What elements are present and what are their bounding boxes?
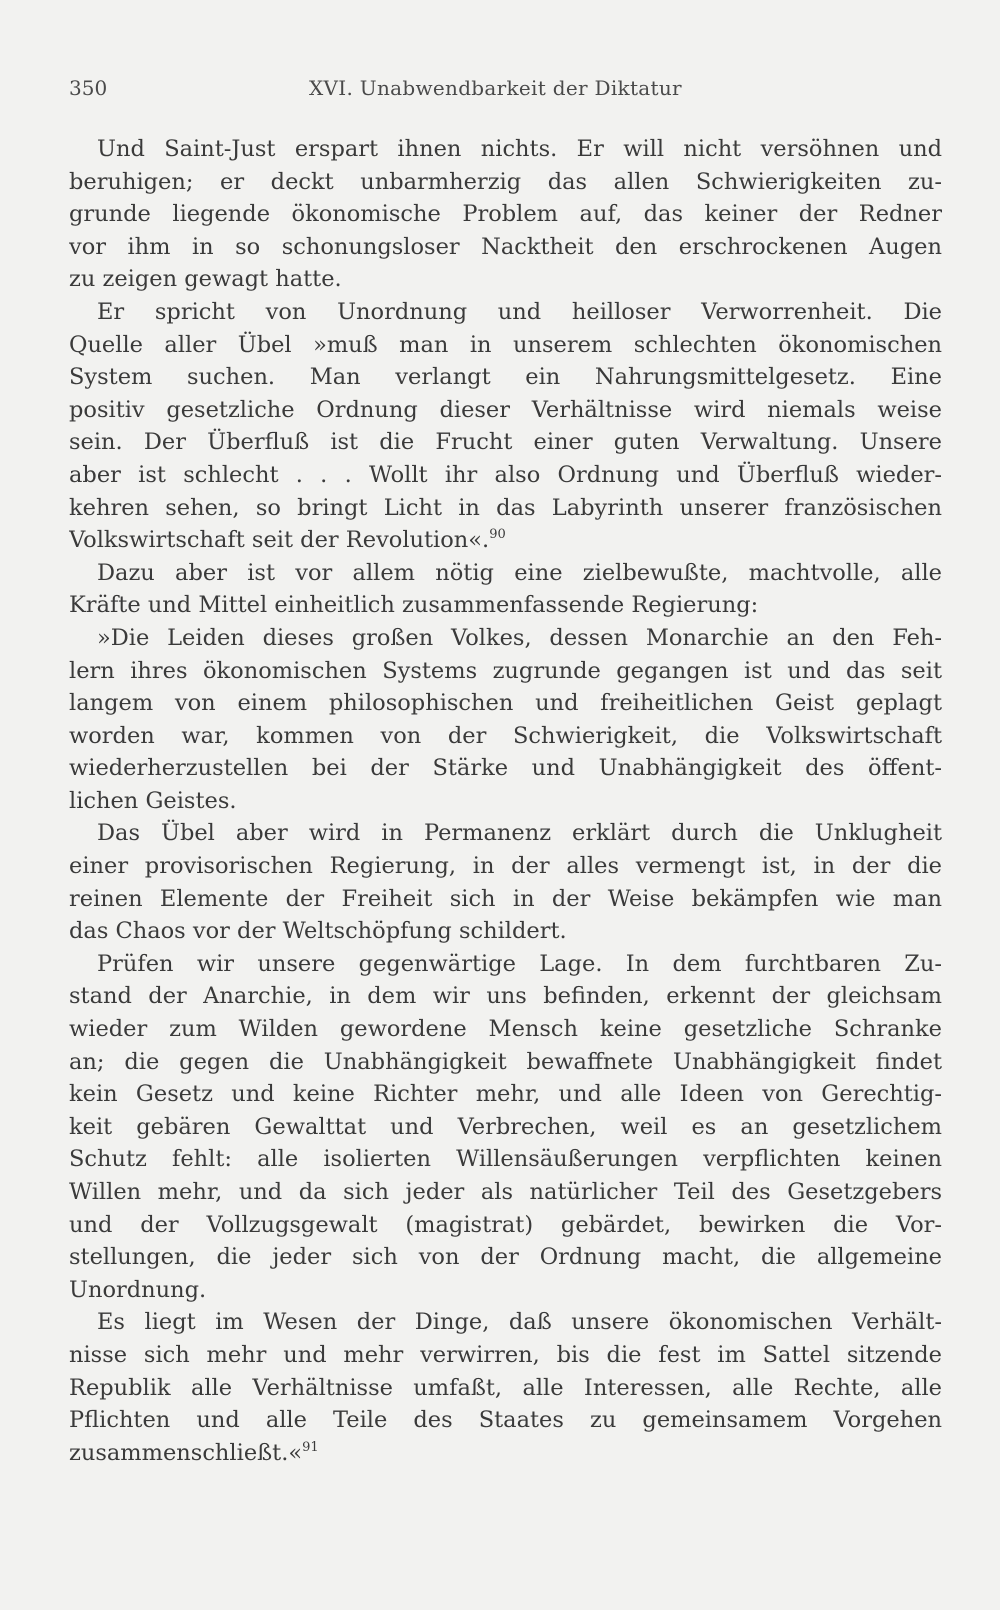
text-line xyxy=(69,915,942,948)
line-text: keit gebären Gewalttat und Verbrechen, weil es an gesetzlichem xyxy=(69,1113,942,1140)
text-line xyxy=(69,589,942,622)
text-line xyxy=(69,198,942,231)
line-text: Er spricht von Unordnung und heilloser Verworrenheit. Die xyxy=(97,298,942,325)
text-line xyxy=(69,1111,942,1144)
page-header xyxy=(69,76,939,106)
text-line xyxy=(69,361,942,394)
line-text: Dazu aber ist vor allem nötig eine zielbewußte, machtvolle, alle xyxy=(97,559,942,586)
line-text: Quelle aller Übel »muß man in unserem schlechten ökonomischen xyxy=(69,331,942,358)
line-text: grunde liegende ökonomische Problem auf, das keiner der Redner xyxy=(69,201,942,228)
text-line xyxy=(69,883,942,916)
text-line xyxy=(69,948,942,981)
line-text: wieder zum Wilden gewordene Mensch keine gesetzliche Schranke xyxy=(69,1016,942,1043)
text-line xyxy=(69,459,942,492)
line-text: zu zeigen gewagt hatte. xyxy=(69,266,342,293)
line-text: das Chaos vor der Weltschöpfung schildert. xyxy=(69,918,567,945)
line-text: stellungen, die jeder sich von der Ordnung macht, die allgemeine xyxy=(69,1244,942,1271)
line-text: vor ihm in so schonungsloser Nacktheit den erschrockenen Augen xyxy=(69,233,942,260)
line-text: stand der Anarchie, in dem wir uns befinden, erkennt der gleichsam xyxy=(69,983,942,1010)
line-text: »Die Leiden dieses großen Volkes, dessen Monarchie an den Feh- xyxy=(97,624,942,651)
text-line xyxy=(69,557,942,590)
line-text: nisse sich mehr und mehr verwirren, bis die fest im Sattel sitzende xyxy=(69,1341,942,1368)
line-text: Schutz fehlt: alle isolierten Willensäußerungen verpflichten keinen xyxy=(69,1146,942,1173)
line-text: kehren sehen, so bringt Licht in das Labyrinth unserer französischen xyxy=(69,494,942,521)
text-line xyxy=(69,1013,942,1046)
text-line xyxy=(69,1209,942,1242)
line-text: Prüfen wir unsere gegenwärtige Lage. In dem furchtbaren Zu- xyxy=(97,950,942,977)
line-text: zusammenschließt.« xyxy=(69,1439,303,1466)
line-text: langem von einem philosophischen und freiheitlichen Geist geplagt xyxy=(69,690,942,717)
footnote-marker: 91 xyxy=(302,1439,319,1455)
text-line xyxy=(69,817,942,850)
page-number: 350 xyxy=(69,76,108,100)
line-text: Volkswirtschaft seit der Revolution«. xyxy=(69,527,490,554)
text-line xyxy=(69,1339,942,1372)
text-line xyxy=(69,231,942,264)
line-text: und der Vollzugsgewalt (magistrat) gebärdet, bewirken die Vor- xyxy=(69,1211,942,1238)
line-text: Es liegt im Wesen der Dinge, daß unsere ökonomischen Verhält- xyxy=(97,1309,942,1336)
text-line xyxy=(69,785,942,818)
line-text: wiederherzustellen bei der Stärke und Unabhängigkeit des öffent- xyxy=(69,755,942,782)
line-text: an; die gegen die Unabhängigkeit bewaffnete Unabhängigkeit findet xyxy=(69,1048,942,1075)
text-line xyxy=(69,296,942,329)
line-text: Und Saint-Just erspart ihnen nichts. Er will nicht versöhnen und xyxy=(97,136,942,162)
line-text: Pflichten und alle Teile des Staates zu gemeinsamem Vorgehen xyxy=(69,1407,942,1434)
text-line xyxy=(69,426,942,459)
text-line xyxy=(69,1241,942,1274)
text-line xyxy=(69,980,942,1013)
line-text: Unordnung. xyxy=(69,1276,207,1303)
line-text: Willen mehr, und da sich jeder als natürlicher Teil des Gesetzgebers xyxy=(69,1179,942,1205)
text-line xyxy=(69,1372,942,1405)
text-line xyxy=(69,394,942,427)
text-line xyxy=(69,524,942,557)
text-line xyxy=(69,166,942,199)
text-line xyxy=(69,1046,942,1079)
text-line xyxy=(69,687,942,720)
line-text: einer provisorischen Regierung, in der alles vermengt ist, in der die xyxy=(69,853,942,880)
text-line xyxy=(69,263,942,296)
line-text: sein. Der Überfluß ist die Frucht einer guten Verwaltung. Unsere xyxy=(69,429,942,456)
footnote-marker: 90 xyxy=(489,527,506,543)
line-text: kein Gesetz und keine Richter mehr, und alle Ideen von Gerechtig- xyxy=(69,1081,942,1108)
text-line xyxy=(69,1143,942,1176)
text-line xyxy=(69,655,942,688)
text-line xyxy=(69,752,942,785)
text-line xyxy=(69,492,942,525)
text-line xyxy=(69,1306,942,1339)
body-text xyxy=(69,133,942,1469)
text-line xyxy=(69,1176,942,1209)
line-text: Das Übel aber wird in Permanenz erklärt durch die Unklugheit xyxy=(97,820,942,847)
line-text: lichen Geistes. xyxy=(69,787,237,814)
line-text: worden war, kommen von der Schwierigkeit, die Volkswirtschaft xyxy=(69,722,942,749)
text-line xyxy=(69,133,942,166)
line-text: Republik alle Verhältnisse umfaßt, alle Interessen, alle Rechte, alle xyxy=(69,1374,942,1401)
line-text: beruhigen; er deckt unbarmherzig das allen Schwierigkeiten zu- xyxy=(69,168,942,195)
line-text: lern ihres ökonomischen Systems zugrunde gegangen ist und das seit xyxy=(69,657,942,684)
text-line xyxy=(69,850,942,883)
text-line xyxy=(69,1078,942,1111)
text-line xyxy=(69,1274,942,1307)
text-line xyxy=(69,622,942,655)
text-line xyxy=(69,720,942,753)
line-text: positiv gesetzliche Ordnung dieser Verhältnisse wird niemals weise xyxy=(69,396,942,423)
line-text: Kräfte und Mittel einheitlich zusammenfassende Regierung: xyxy=(69,592,759,619)
line-text: System suchen. Man verlangt ein Nahrungsmittelgesetz. Eine xyxy=(69,364,942,391)
text-line xyxy=(69,1404,942,1437)
running-head: XVI. Unabwendbarkeit der Diktatur xyxy=(309,76,682,100)
line-text: reinen Elemente der Freiheit sich in der Weise bekämpfen wie man xyxy=(69,885,942,912)
line-text: aber ist schlecht . . . Wollt ihr also Ordnung und Überfluß wieder- xyxy=(69,461,942,488)
text-line xyxy=(69,1437,942,1470)
text-line xyxy=(69,329,942,362)
